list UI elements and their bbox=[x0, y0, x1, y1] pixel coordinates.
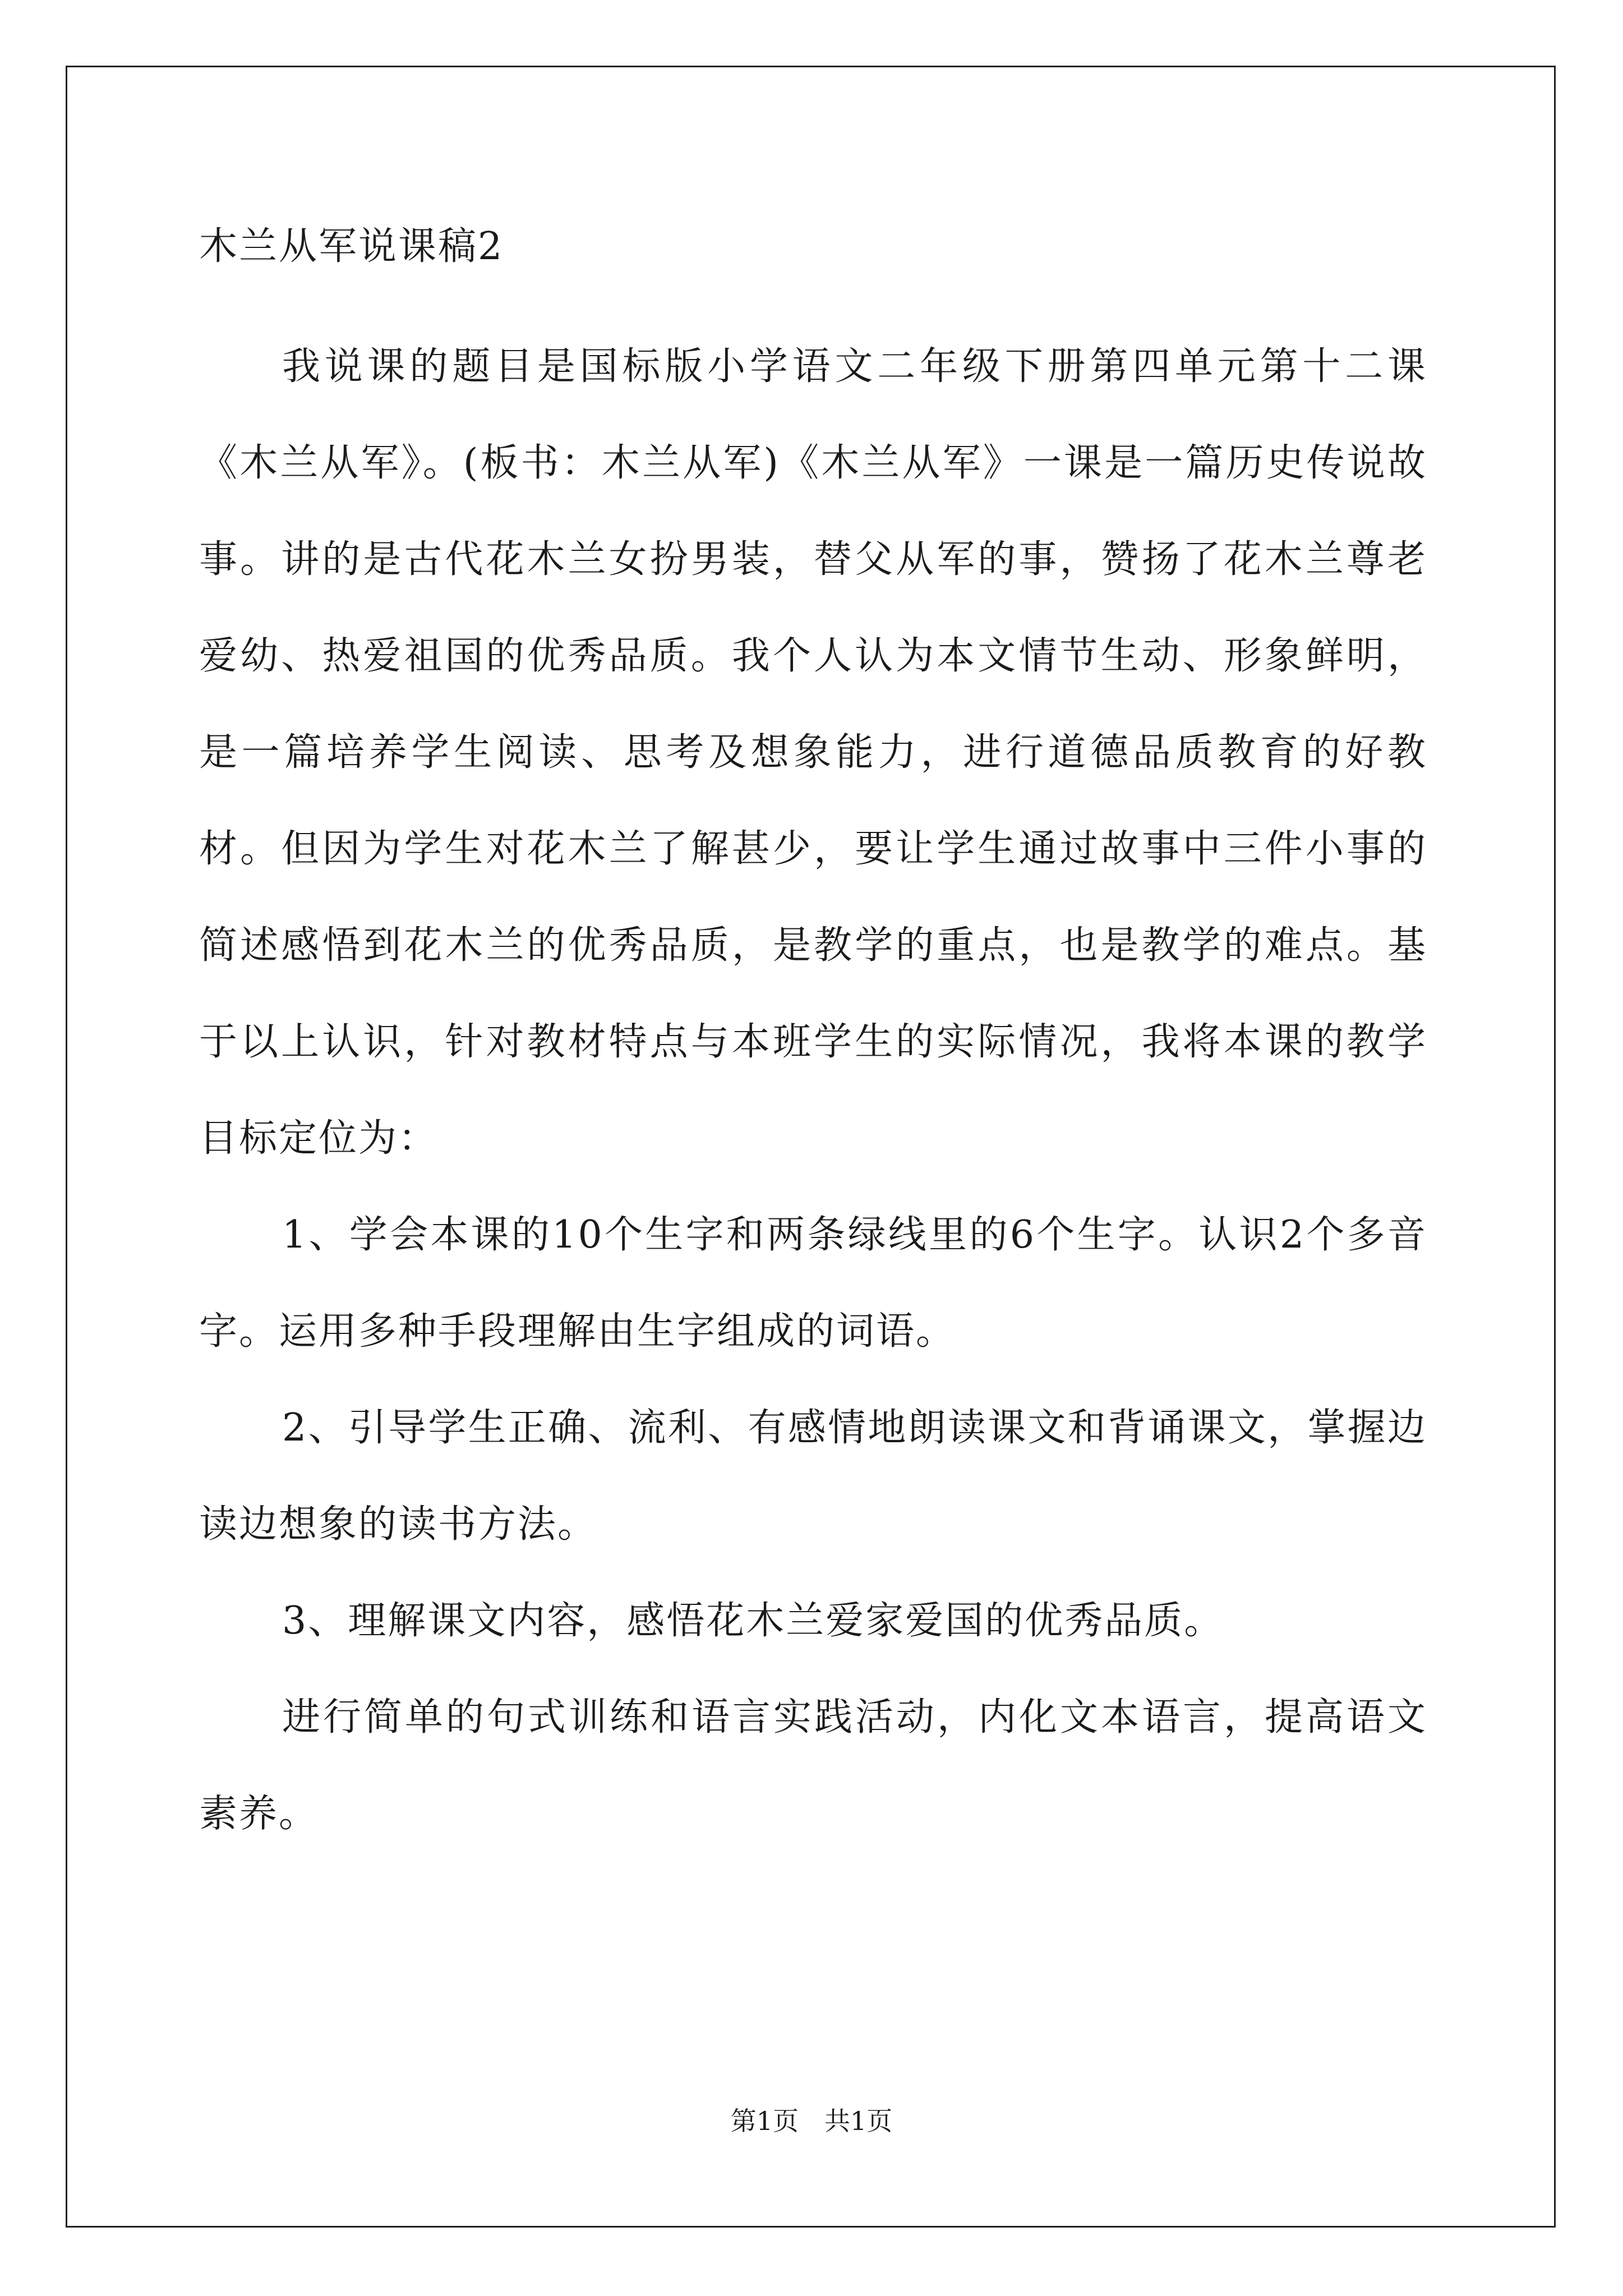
page-number: 第1页 共1页 bbox=[730, 2106, 893, 2136]
document-body bbox=[199, 219, 1427, 1862]
paragraph-goal-4: 进行简单的句式训练和语言实践活动，内化文本语言，提高语文素养。 bbox=[199, 1695, 1427, 1836]
document-title: 木兰从军说课稿2 bbox=[199, 224, 504, 269]
paragraph-goal-2: 2、引导学生正确、流利、有感情地朗读课文和背诵课文，掌握边读边想象的读书方法。 bbox=[199, 1406, 1427, 1547]
paragraph-intro: 我说课的题目是国标版小学语文二年级下册第四单元第十二课《木兰从军》。(板书：木兰从军)《木兰从军》一课是一篇历史传说故事。讲的是古代花木兰女扮男装，替父从军的事，赞扬了花木兰尊老爱幼、热爱祖国的优秀品质。我个人认为本文情节生动、形象鲜明，是一篇培养学生阅读、思考及想象能力，进行道德品质教育的好教材。但因为学生对花木兰了解甚少，要让学生通过故事中三件小事的简述感悟到花木兰的优秀品质，是教学的重点，也是教学的难点。基于以上认识，针对教材特点与本班学生的实际情况，我将本课的教学目标定位为： bbox=[199, 344, 1427, 1161]
paragraph-goal-1: 1、学会本课的10个生字和两条绿线里的6个生字。认识2个多音字。运用多种手段理解由生字组成的词语。 bbox=[199, 1213, 1427, 1354]
paragraph-goal-3: 3、理解课文内容，感悟花木兰爱家爱国的优秀品质。 bbox=[282, 1599, 1224, 1643]
